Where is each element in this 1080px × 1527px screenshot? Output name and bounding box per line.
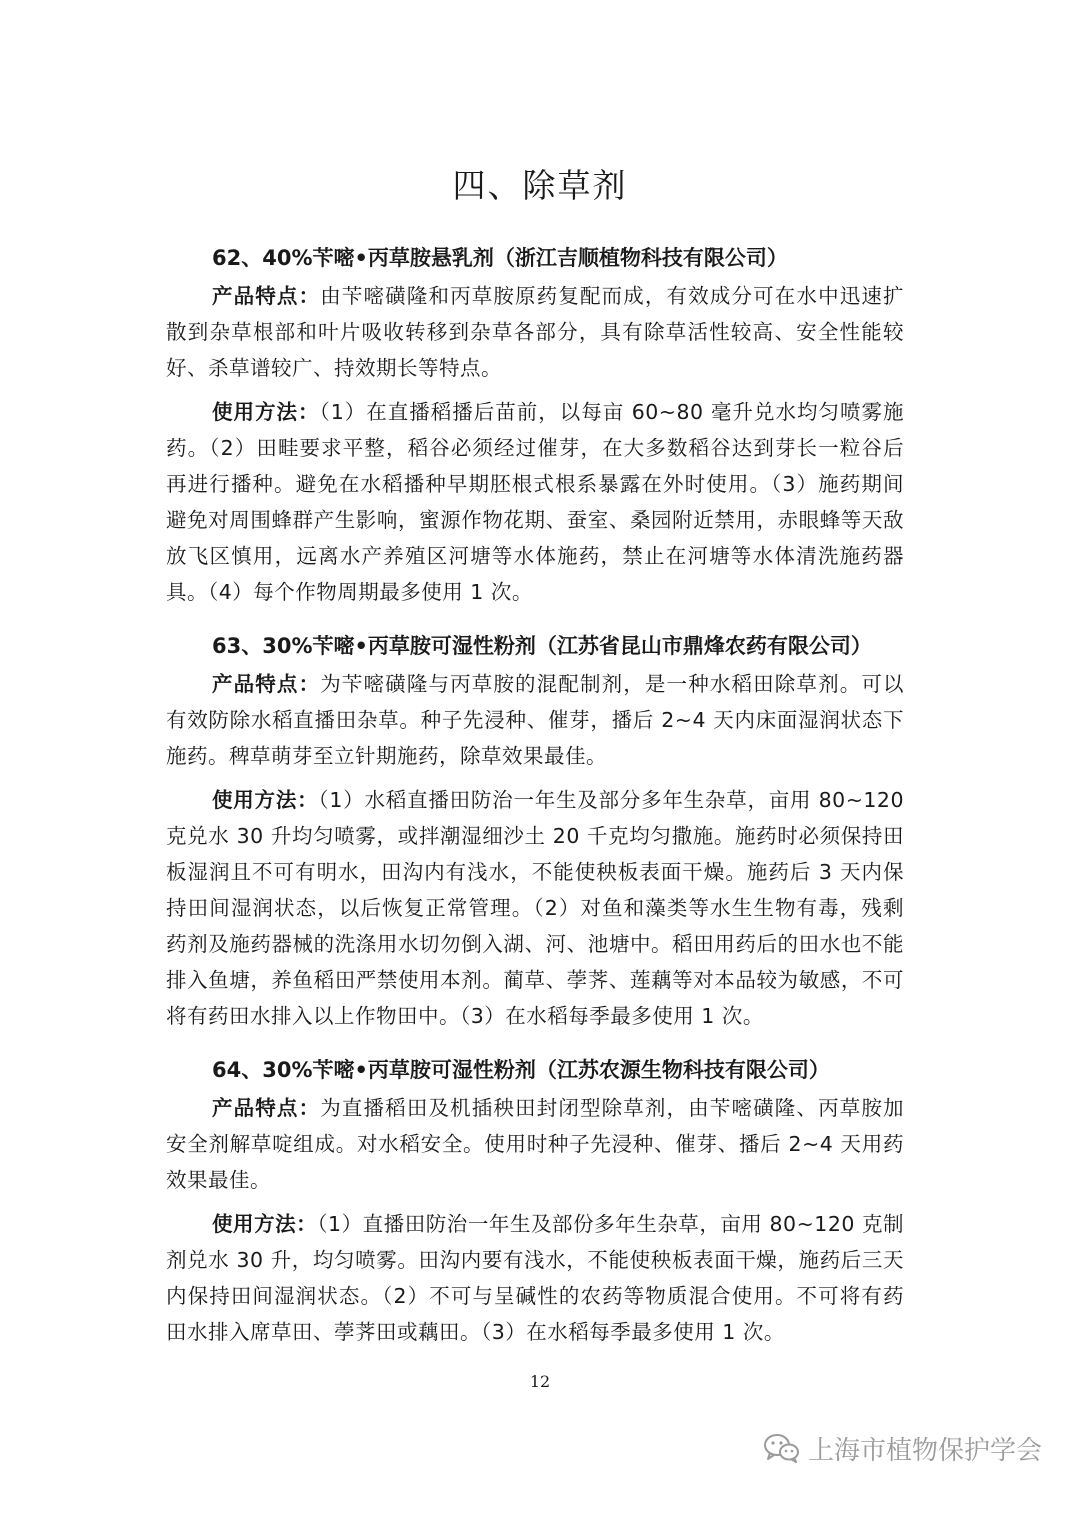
features-text: 为直播稻田及机插秧田封闭型除草剂，由苄嘧磺隆、丙草胺加安全剂解草啶组成。对水稻安全。使用时种子先浸种、催芽、播后 2~4 天用药效果最佳。 bbox=[166, 1096, 905, 1192]
features-label: 产品特点： bbox=[212, 284, 321, 308]
page-number: 12 bbox=[529, 1372, 551, 1391]
features-label: 产品特点： bbox=[212, 1096, 321, 1120]
usage-text: （1）在直播稻播后苗前，以每亩 60~80 毫升兑水均匀喷雾施药。（2）田畦要求平整，稻谷必须经过催芽，在大多数稻谷达到芽长一粒谷后再进行播种。避免在水稻播种早期胚根式根系暴露在外时使用。（3）施药期间避免对周围蜂群产生影响，蜜源作物花期、蚕室、桑园附近禁用，赤眼蜂等天敌放飞区慎用，远离水产养殖区河塘等水体施药，禁止在河塘等水体清洗施药器具。（4）每个作物周期最多使用 1 次。 bbox=[166, 400, 905, 604]
document-body bbox=[166, 240, 904, 1368]
usage-paragraph bbox=[166, 782, 904, 1034]
entry-heading: 62、40%苄嘧•丙草胺悬乳剂（浙江吉顺植物科技有限公司） bbox=[212, 246, 788, 270]
entry-heading: 64、30%苄嘧•丙草胺可湿性粉剂（江苏农源生物科技有限公司） bbox=[212, 1058, 830, 1082]
usage-paragraph bbox=[166, 394, 904, 610]
features-text: 由苄嘧磺隆和丙草胺原药复配而成，有效成分可在水中迅速扩散到杂草根部和叶片吸收转移到杂草各部分，具有除草活性较高、安全性能较好、杀草谱较广、持效期长等特点。 bbox=[166, 284, 905, 380]
usage-label: 使用方法： bbox=[212, 788, 319, 812]
usage-text: （1）直播田防治一年生及部份多年生杂草，亩用 80~120 克制剂兑水 30 升，均匀喷雾。田沟内要有浅水，不能使秧板表面干燥，施药后三天内保持田间湿润状态。（2）不可与呈碱性的农药等物质混合使用。不可将有药田水排入席草田、荸荠田或藕田。（3）在水稻每季最多使用 1 次。 bbox=[166, 1212, 905, 1344]
product-entry-64 bbox=[166, 1052, 904, 1350]
features-paragraph bbox=[166, 666, 904, 774]
usage-label: 使用方法： bbox=[212, 1212, 318, 1236]
usage-text: （1）水稻直播田防治一年生及部分多年生杂草，亩用 80~120 克兑水 30 升均匀喷雾，或拌潮湿细沙土 20 千克均匀撒施。施药时必须保持田板湿润且不可有明水，田沟内有浅水，不能使秧板表面干燥。施药后 3 天内保持田间湿润状态，以后恢复正常管理。（2）对鱼和藻类等水生生物有毒，残剩药剂及施药器械的洗涤用水切勿倒入湖、河、池塘中。稻田用药后的田水也不能排入鱼塘，养鱼稻田严禁使用本剂。蔺草、荸荠、莲藕等对本品较为敏感，不可将有药田水排入以上作物田中。（3）在水稻每季最多使用 1 次。 bbox=[166, 788, 905, 1028]
features-paragraph bbox=[166, 278, 904, 386]
usage-paragraph bbox=[166, 1206, 904, 1350]
page-title: 四、除草剂 bbox=[452, 166, 628, 205]
product-entry-62 bbox=[166, 240, 904, 610]
watermark-text: 上海市植物保护学会 bbox=[808, 1435, 1043, 1466]
wechat-icon bbox=[762, 1432, 802, 1464]
product-entry-63 bbox=[166, 628, 904, 1034]
usage-label: 使用方法： bbox=[212, 400, 320, 424]
features-text: 为苄嘧磺隆与丙草胺的混配制剂，是一种水稻田除草剂。可以有效防除水稻直播田杂草。种子先浸种、催芽，播后 2~4 天内床面湿润状态下施药。稗草萌芽至立针期施药，除草效果最佳。 bbox=[166, 672, 905, 768]
entry-heading: 63、30%苄嘧•丙草胺可湿性粉剂（江苏省昆山市鼎烽农药有限公司） bbox=[212, 634, 872, 658]
features-paragraph bbox=[166, 1090, 904, 1198]
watermark bbox=[762, 1428, 1042, 1468]
features-label: 产品特点： bbox=[212, 672, 321, 696]
